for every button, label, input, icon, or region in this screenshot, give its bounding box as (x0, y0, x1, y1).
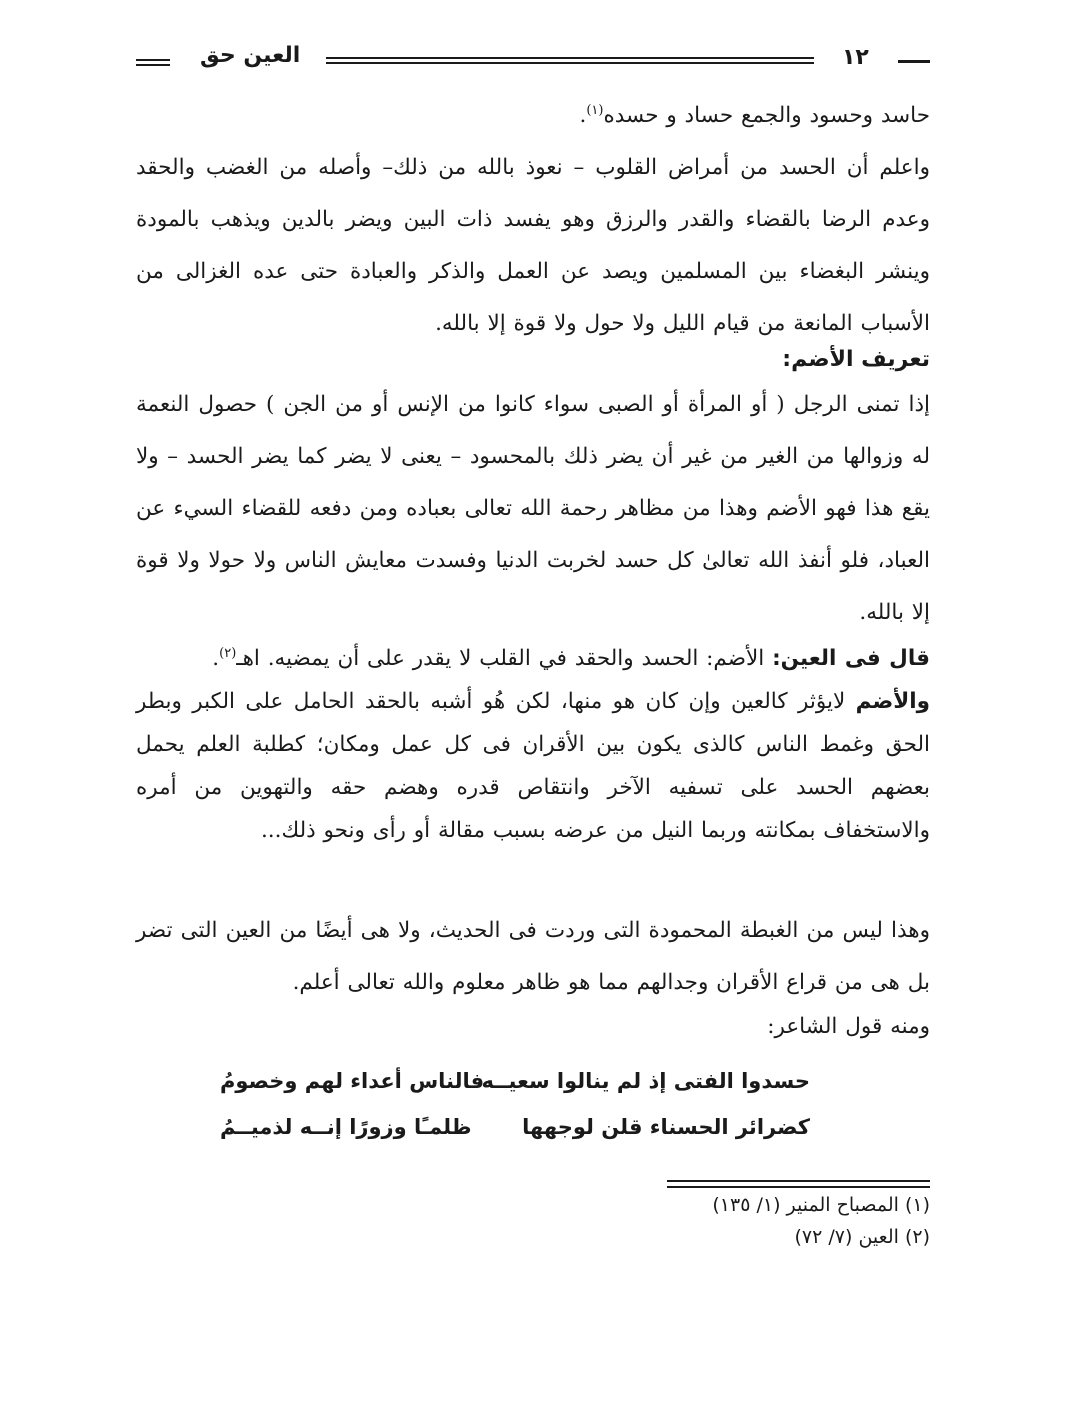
paragraph-6 (136, 905, 930, 1009)
running-title: العين حق (200, 43, 301, 68)
verse-first-hemistich: كضرائر الحسناء قلن لوجهها (522, 1115, 810, 1139)
header-rule-left-short-top (136, 59, 170, 61)
footnote-2: (٢) العين (٧/ ٧٢) (794, 1226, 930, 1248)
paragraph-1 (136, 90, 930, 142)
header-rule-long-top (326, 57, 814, 59)
paragraph-3 (136, 379, 930, 639)
paragraph-1-end: . (579, 103, 587, 128)
paragraph-4-lead: قال فى العين: (772, 646, 930, 671)
paragraph-1-text: حاسد وحسود والجمع حساد و حسده (603, 103, 930, 128)
section-heading: تعريف الأضم: (782, 347, 930, 372)
poem-verse (200, 1104, 840, 1150)
paragraph-4-text: الأضم: الحسد والحقد في القلب لا يقدر على أن يمضيه. اهـ (236, 646, 773, 671)
verse-second-hemistich: ظلمـًا وزورًا إنــه لذميــمُ (220, 1115, 472, 1139)
paragraph-5 (136, 680, 930, 852)
paragraph-4 (136, 633, 930, 685)
footnote-ref-1: (١) (586, 102, 604, 118)
verse-first-hemistich: حسدوا الفتى إذ لم ينالوا سعيــه (481, 1069, 810, 1093)
poem-verse (200, 1058, 840, 1104)
header-rule-right-short (898, 60, 930, 63)
paragraph-2 (136, 142, 930, 350)
paragraph-6-text: وهذا ليس من الغبطة المحمودة التى وردت فى الحديث، ولا هى أيضًا من العين التى تضر بل هى من قراع الأقران وجدالهم مما هو ظاهر معلوم والله تعالى أعلم. (136, 918, 930, 995)
paragraph-3-text: إذا تمنى الرجل ( أو المرأة أو الصبى سواء كانوا من الإنس أو من الجن ) حصول النعمة له وزوالها من الغير من غير أن يضر ذلك بالمحسود – يعنى لا يضر كما يضر الحسد – ولا يقع هذا فهو الأضم وهذا من مظاهر رحمة الله تعالى بعباده ومن دفعه للقضاء السيء عن العباد، فلو أنفذ الله تعالىٰ كل حسد لخربت الدنيا وفسدت معايش الناس ولا حولا ولا قوة إلا بالله. (136, 392, 930, 625)
paragraph-5-text: لايؤثر كالعين وإن كان هو منها، لكن هُو أشبه بالحقد الحامل على الكبر وبطر الحق وغمط الناس كالذى يكون بين الأقران فى كل عمل ومكان؛ كطلبة العلم يحمل بعضهم الحسد على تسفيه الآخر وانتقاص قدره وهضم حقه والتهوين من أمره والاستخفاف بمكانته وربما النيل من عرضه بسبب مقالة أو رأى ونحو ذلك... (136, 689, 930, 843)
footnote-rule-top (667, 1180, 930, 1182)
footnote-1: (١) المصباح المنير (١/ ١٣٥) (712, 1194, 930, 1216)
paragraph-2-text: واعلم أن الحسد من أمراض القلوب – نعوذ بالله من ذلك– وأصله من الغضب والحقد وعدم الرضا بالقضاء والقدر والرزق وهو يفسد ذات البين ويضر بالدين ويذهب بالمودة وينشر البغضاء بين المسلمين ويصد عن العمل والذكر والعبادة حتى عده الغزالى من الأسباب المانعة من قيام الليل ولا حول ولا قوة إلا بالله. (136, 155, 930, 336)
page-number: ١٢ (842, 45, 869, 70)
verse-second-hemistich: فالناس أعداء لهم وخصومُ (220, 1069, 485, 1093)
paragraph-4-end: . (212, 646, 220, 671)
header-rule-long-bottom (326, 62, 814, 64)
paragraph-7-text: ومنه قول الشاعر: (767, 1014, 930, 1039)
header-rule-left-short-bottom (136, 64, 170, 66)
footnote-rule-bottom (667, 1186, 930, 1188)
paragraph-7 (136, 1005, 930, 1049)
footnote-ref-2: (٢) (219, 645, 237, 661)
paragraph-5-lead: والأضم (855, 689, 930, 714)
